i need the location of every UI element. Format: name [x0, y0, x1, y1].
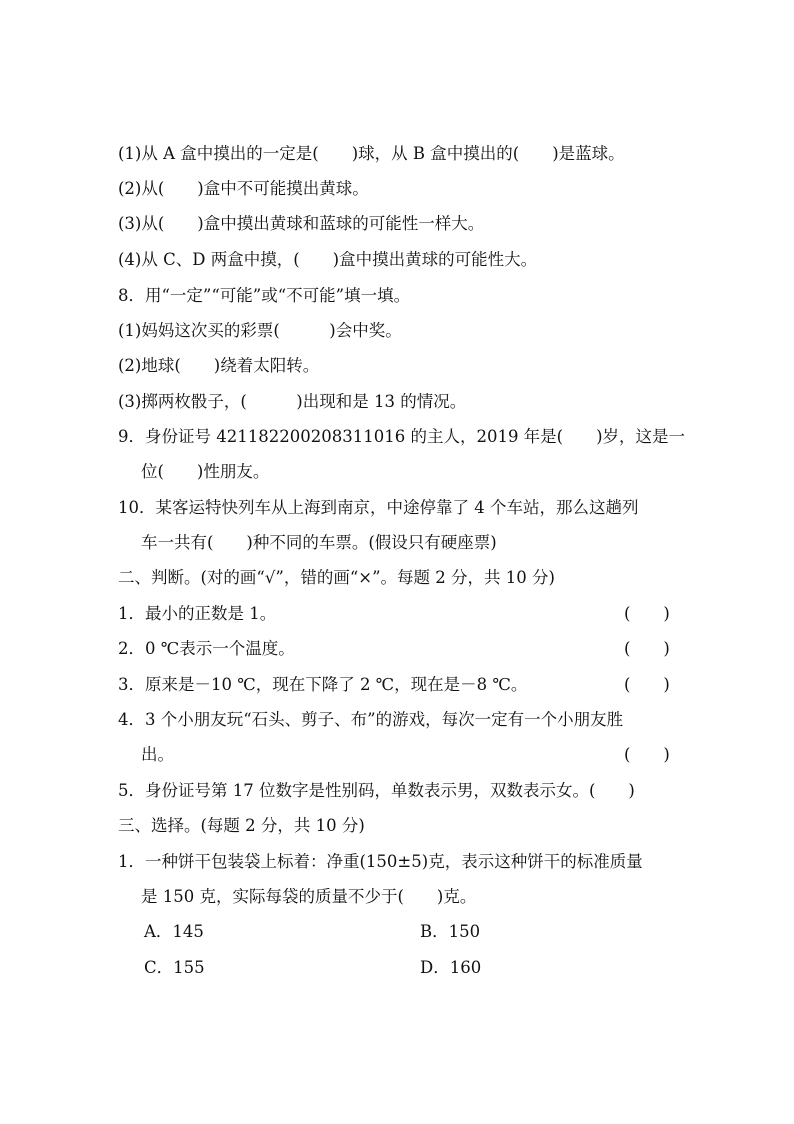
question-7-part-2: (2)从( )盒中不可能摸出黄球。 — [118, 179, 369, 198]
question-9-line-1: 9．身份证号 421182200208311016 的主人，2019 年是( )岁，这是一 — [118, 427, 686, 446]
section-2-heading: 二、判断。(对的画“√”，错的画“×”。每题 2 分，共 10 分) — [118, 568, 555, 587]
judge-item-3: 3．原来是－10 ℃，现在下降了 2 ℃，现在是－8 ℃。 — [118, 675, 528, 694]
judge-item-4-line-2: 出。 — [141, 745, 174, 764]
option-c: C．155 — [144, 958, 205, 977]
question-7-part-1: (1)从 A 盒中摸出的一定是( )球，从 B 盒中摸出的( )是蓝球。 — [118, 144, 625, 163]
option-d: D．160 — [420, 958, 482, 977]
judge-item-5: 5．身份证号第 17 位数字是性别码，单数表示男，双数表示女。( ) — [118, 781, 635, 800]
answer-bracket: ( ) — [624, 745, 670, 764]
answer-bracket: ( ) — [624, 639, 670, 658]
question-7-part-3: (3)从( )盒中摸出黄球和蓝球的可能性一样大。 — [118, 214, 485, 233]
choice-1-line-1: 1．一种饼干包装袋上标着：净重(150±5)克，表示这种饼干的标准质量 — [118, 852, 643, 871]
question-8-part-1: (1)妈妈这次买的彩票( )会中奖。 — [118, 321, 402, 340]
question-8-stem: 8．用“一定”“可能”或“不可能”填一填。 — [118, 286, 411, 305]
section-3-heading: 三、选择。(每题 2 分，共 10 分) — [118, 816, 365, 835]
question-10-line-2: 车一共有( )种不同的车票。(假设只有硬座票) — [141, 533, 497, 552]
option-a: A．145 — [144, 922, 204, 941]
question-8-part-3: (3)掷两枚骰子，( )出现和是 13 的情况。 — [118, 392, 467, 411]
judge-item-4-line-1: 4．3 个小朋友玩“石头、剪子、布”的游戏，每次一定有一个小朋友胜 — [118, 710, 624, 729]
option-b: B．150 — [420, 922, 481, 941]
choice-1-line-2: 是 150 克，实际每袋的质量不少于( )克。 — [141, 887, 477, 906]
answer-bracket: ( ) — [624, 604, 670, 623]
question-8-part-2: (2)地球( )绕着太阳转。 — [118, 356, 320, 375]
question-10-line-1: 10．某客运特快列车从上海到南京，中途停靠了 4 个车站，那么这趟列 — [118, 498, 639, 517]
judge-item-1: 1．最小的正数是 1。 — [118, 604, 277, 623]
question-7-part-4: (4)从 C、D 两盒中摸，( )盒中摸出黄球的可能性大。 — [118, 250, 538, 269]
judge-item-2: 2．0 ℃表示一个温度。 — [118, 639, 295, 658]
question-9-line-2: 位( )性朋友。 — [141, 462, 270, 481]
answer-bracket: ( ) — [624, 675, 670, 694]
